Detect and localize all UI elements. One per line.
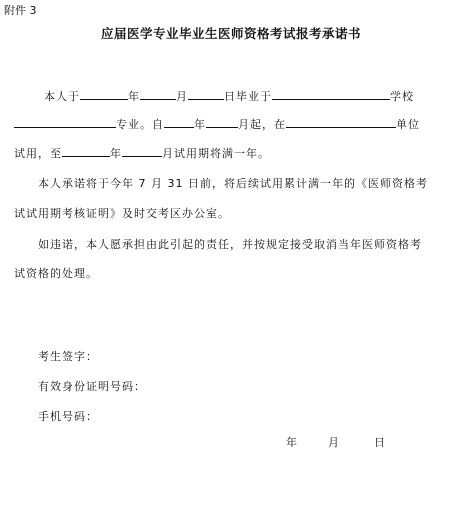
end-year-field[interactable] — [62, 145, 110, 157]
promise-text-line-2: 试试用期考核证明》及时交考区办公室。 — [14, 207, 230, 220]
graduation-day-field[interactable] — [188, 88, 224, 100]
text-graduated-from: 日毕业于 — [224, 90, 272, 103]
breach-text-line-2: 试资格的处理。 — [14, 267, 98, 280]
promise-text-line-1: 本人承诺将于今年 7 月 31 日前，将后续试用累计满一年的《医师资格考 — [38, 177, 428, 190]
text-month-at: 月起，在 — [238, 118, 286, 131]
date-day: 日 — [374, 436, 385, 449]
line-graduation — [44, 88, 414, 104]
candidate-signature-label: 考生签字： — [38, 350, 98, 363]
start-month-field[interactable] — [206, 116, 238, 128]
end-month-field[interactable] — [122, 145, 162, 157]
text-benrenyu: 本人于 — [44, 90, 80, 103]
text-trial-until: 试用，至 — [14, 147, 62, 160]
school-field[interactable] — [272, 88, 390, 100]
text-major-since: 专业。自 — [116, 118, 164, 131]
graduation-month-field[interactable] — [140, 88, 176, 100]
text-school: 学校 — [390, 90, 414, 103]
line-major — [14, 116, 420, 132]
line-trial-end — [14, 145, 270, 161]
graduation-year-field[interactable] — [80, 88, 128, 100]
date-year: 年 — [286, 436, 297, 449]
text-year: 年 — [110, 147, 122, 160]
text-year: 年 — [194, 118, 206, 131]
text-year: 年 — [128, 90, 140, 103]
text-unit: 单位 — [396, 118, 420, 131]
attachment-label: 附件 3 — [4, 4, 37, 17]
work-unit-field[interactable] — [286, 116, 396, 128]
phone-number-label: 手机号码： — [38, 410, 98, 423]
date-month: 月 — [328, 436, 339, 449]
page-title: 应届医学专业毕业生医师资格考试报考承诺书 — [100, 26, 361, 41]
start-year-field[interactable] — [164, 116, 194, 128]
breach-text-line-1: 如违诺，本人愿承担由此引起的责任，并按规定接受取消当年医师资格考 — [38, 238, 422, 251]
id-number-label: 有效身份证明号码： — [38, 380, 146, 393]
text-month: 月 — [176, 90, 188, 103]
major-field[interactable] — [14, 116, 116, 128]
text-trial-full: 月试用期将满一年。 — [162, 147, 270, 160]
